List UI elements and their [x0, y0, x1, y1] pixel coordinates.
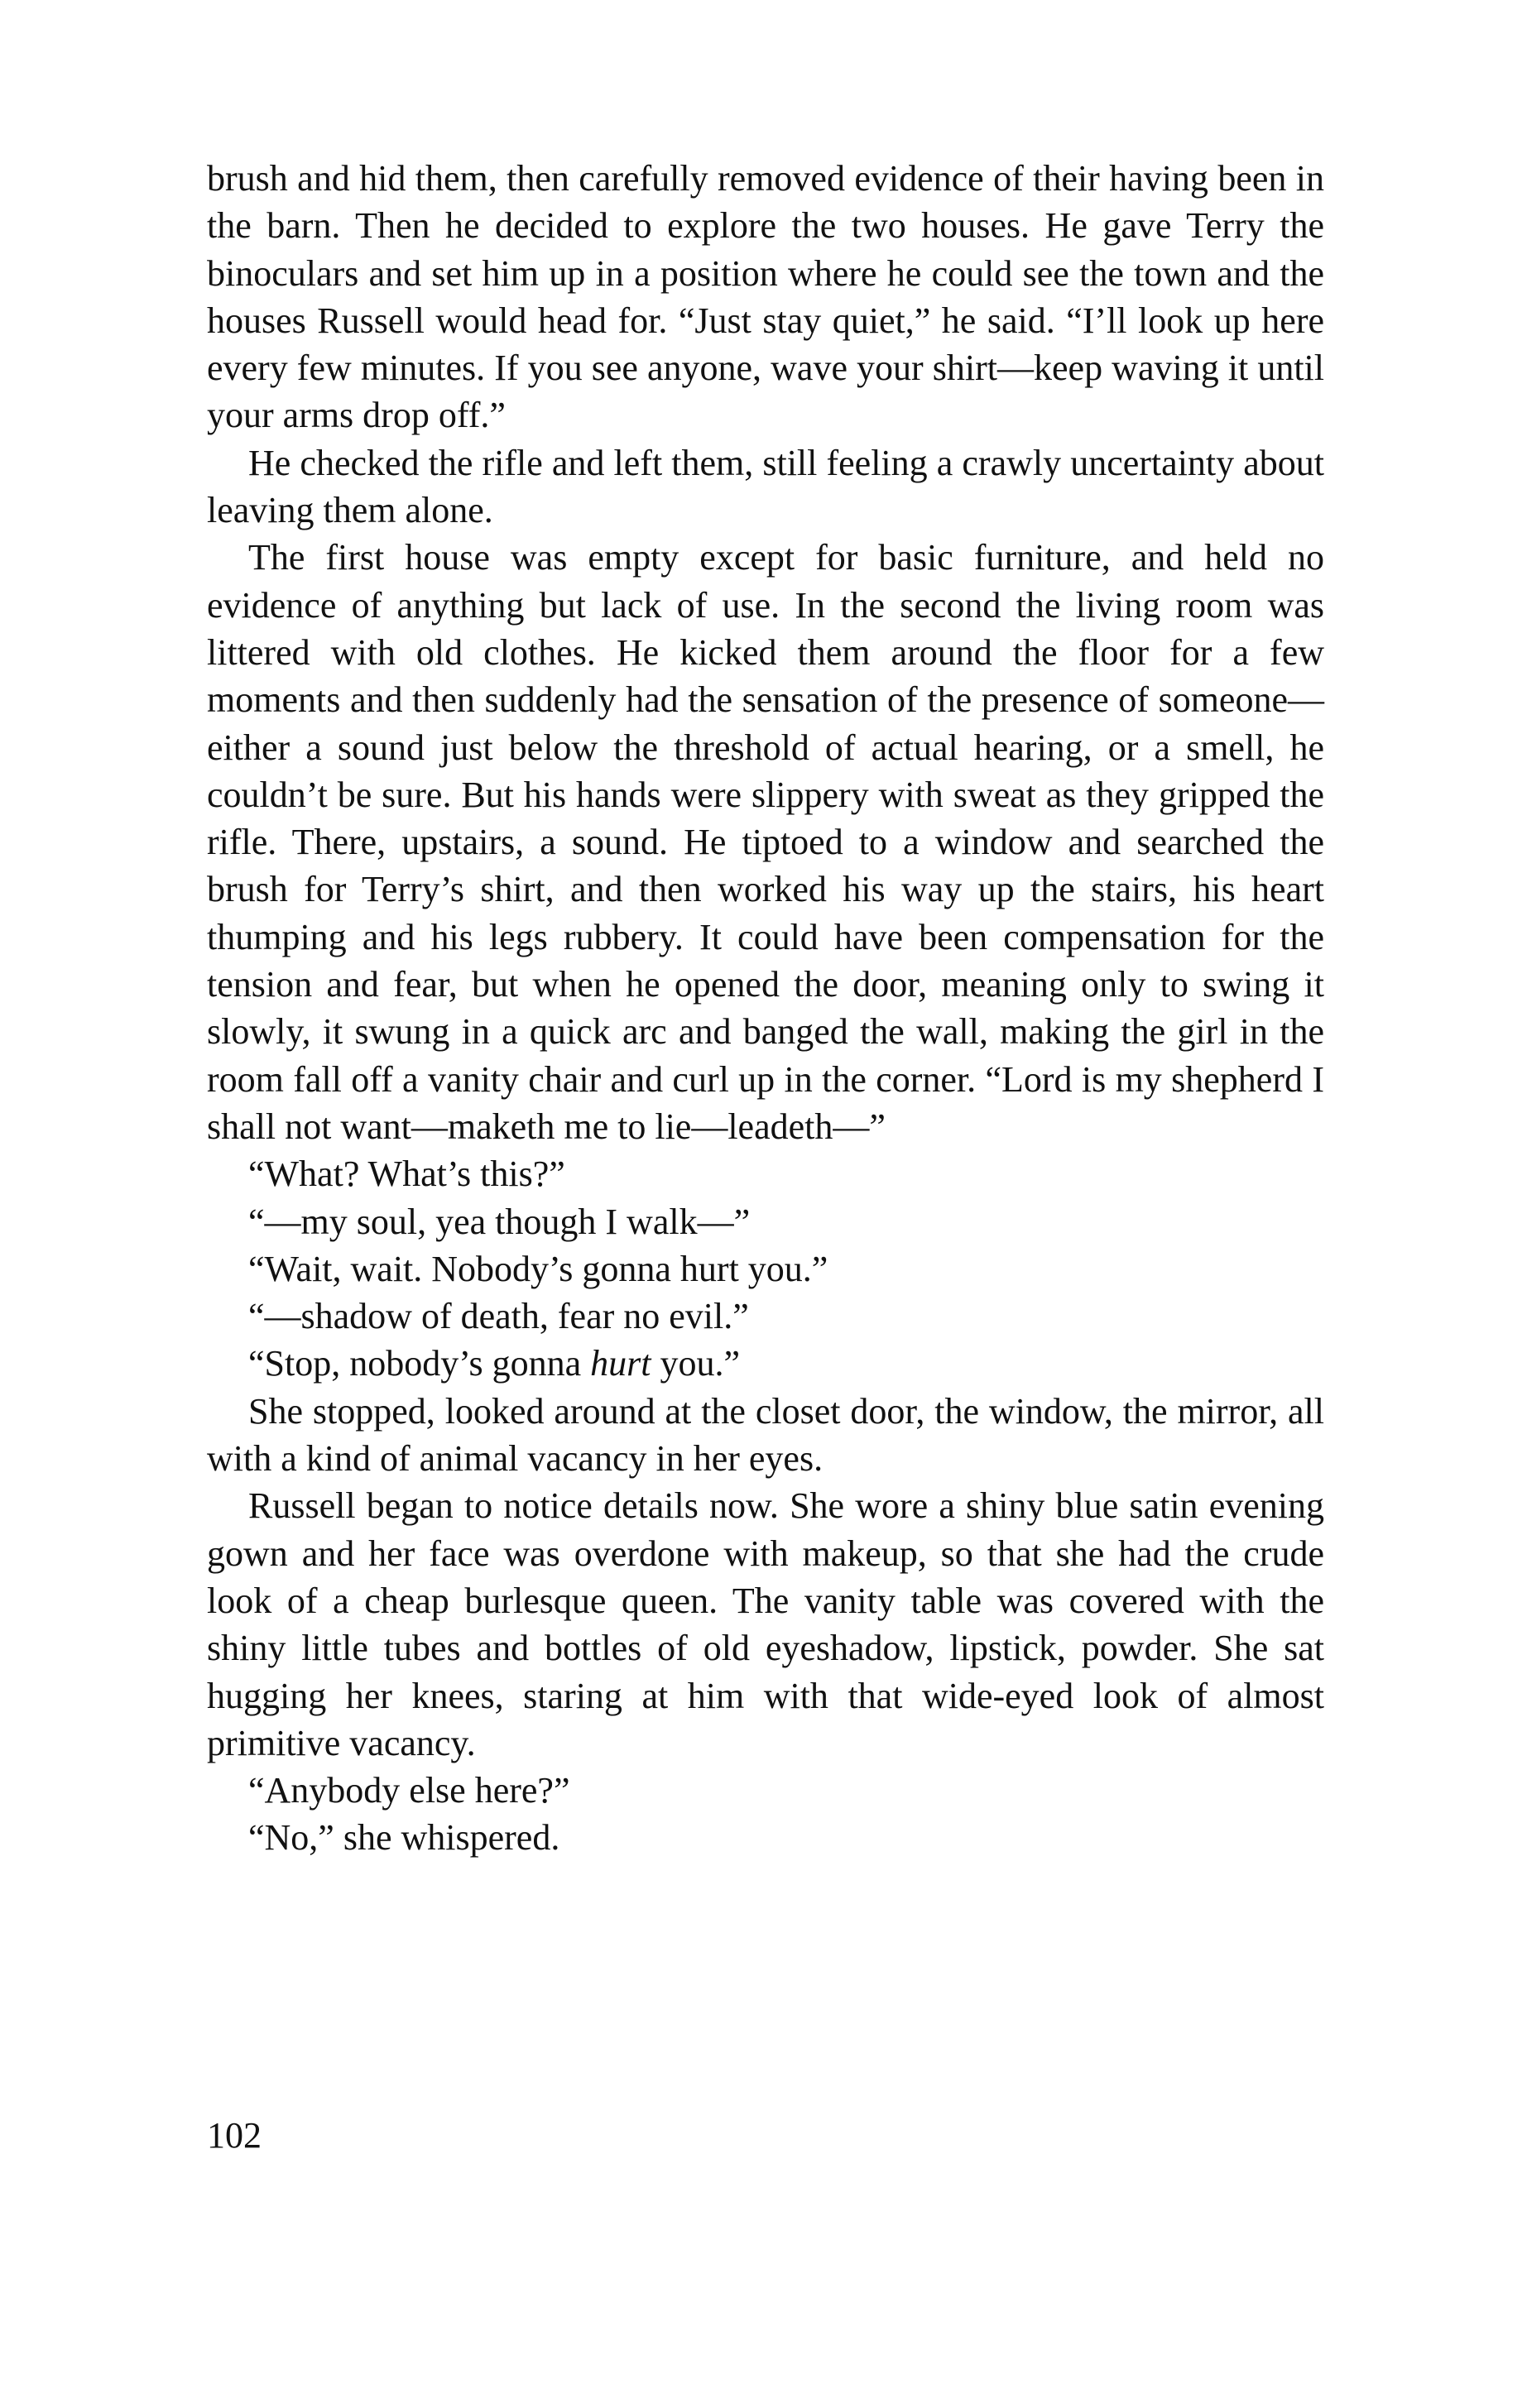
paragraph-continued: brush and hid them, then carefully removed evidence of their having been in the barn. Then he decided to explore the two houses. He gave Terry the binoculars and set him up in a position where he could see the town and the houses Russell would head for. “Just stay quiet,” he said. “I’ll look up here every few minutes. If you see anyone, wave your shirt—keep waving it until your arms drop off.” [207, 158, 1324, 436]
dialogue-no: “No,” she whispered. [248, 1817, 560, 1859]
dialogue-what: “What? What’s this?” [248, 1154, 565, 1195]
dialogue-stop [207, 1340, 1324, 1387]
page-number: 102 [207, 2115, 262, 2156]
dialogue-soul: “—my soul, yea though I walk—” [248, 1201, 751, 1242]
paragraph-details: Russell began to notice details now. She wore a shiny blue satin evening gown and her face was overdone with makeup, so that she had the crude look of a cheap burlesque queen. The vanity table was covered with the shiny little tubes and bottles of old eyeshadow, lipstick, powder. She sat hugging her knees, staring at him with that wide-eyed look of almost primitive vacancy. [207, 1485, 1324, 1763]
paragraph-rifle: He checked the rifle and left them, still feeling a crawly uncertainty about leaving them alone. [207, 442, 1324, 531]
dialogue-shadow: “—shadow of death, fear no evil.” [248, 1296, 749, 1337]
dialogue-stop-before: “Stop, nobody’s gonna [248, 1343, 591, 1384]
paragraph-she-stopped: She stopped, looked around at the closet door, the window, the mirror, all with a kind of animal vacancy in her eyes. [207, 1390, 1324, 1480]
paragraph-houses: The first house was empty except for basic furniture, and held no evidence of anything but lack of use. In the second the living room was littered with old clothes. He kicked them around the floor for a few moments and then suddenly had the sensation of the presence of someone—either a sound just below the threshold of actual hearing, or a smell, he couldn’t be sure. But his hands were slippery with sweat as they gripped the rifle. There, upstairs, a sound. He tiptoed to a window and searched the brush for Terry’s shirt, and then worked his way up the stairs, his heart thumping and his legs rubbery. It could have been compensation for the tension and fear, but when he opened the door, meaning only to swing it slowly, it swung in a quick arc and banged the wall, making the girl in the room fall off a vanity chair and curl up in the corner. “Lord is my shepherd I shall not want—maketh me to lie—leadeth—” [207, 537, 1324, 1147]
dialogue-wait: “Wait, wait. Nobody’s gonna hurt you.” [248, 1248, 828, 1289]
dialogue-anybody: “Anybody else here?” [248, 1770, 570, 1811]
body-text [207, 155, 1324, 1862]
dialogue-stop-after: you.” [651, 1343, 740, 1384]
dialogue-stop-emphasis: hurt [590, 1343, 651, 1384]
